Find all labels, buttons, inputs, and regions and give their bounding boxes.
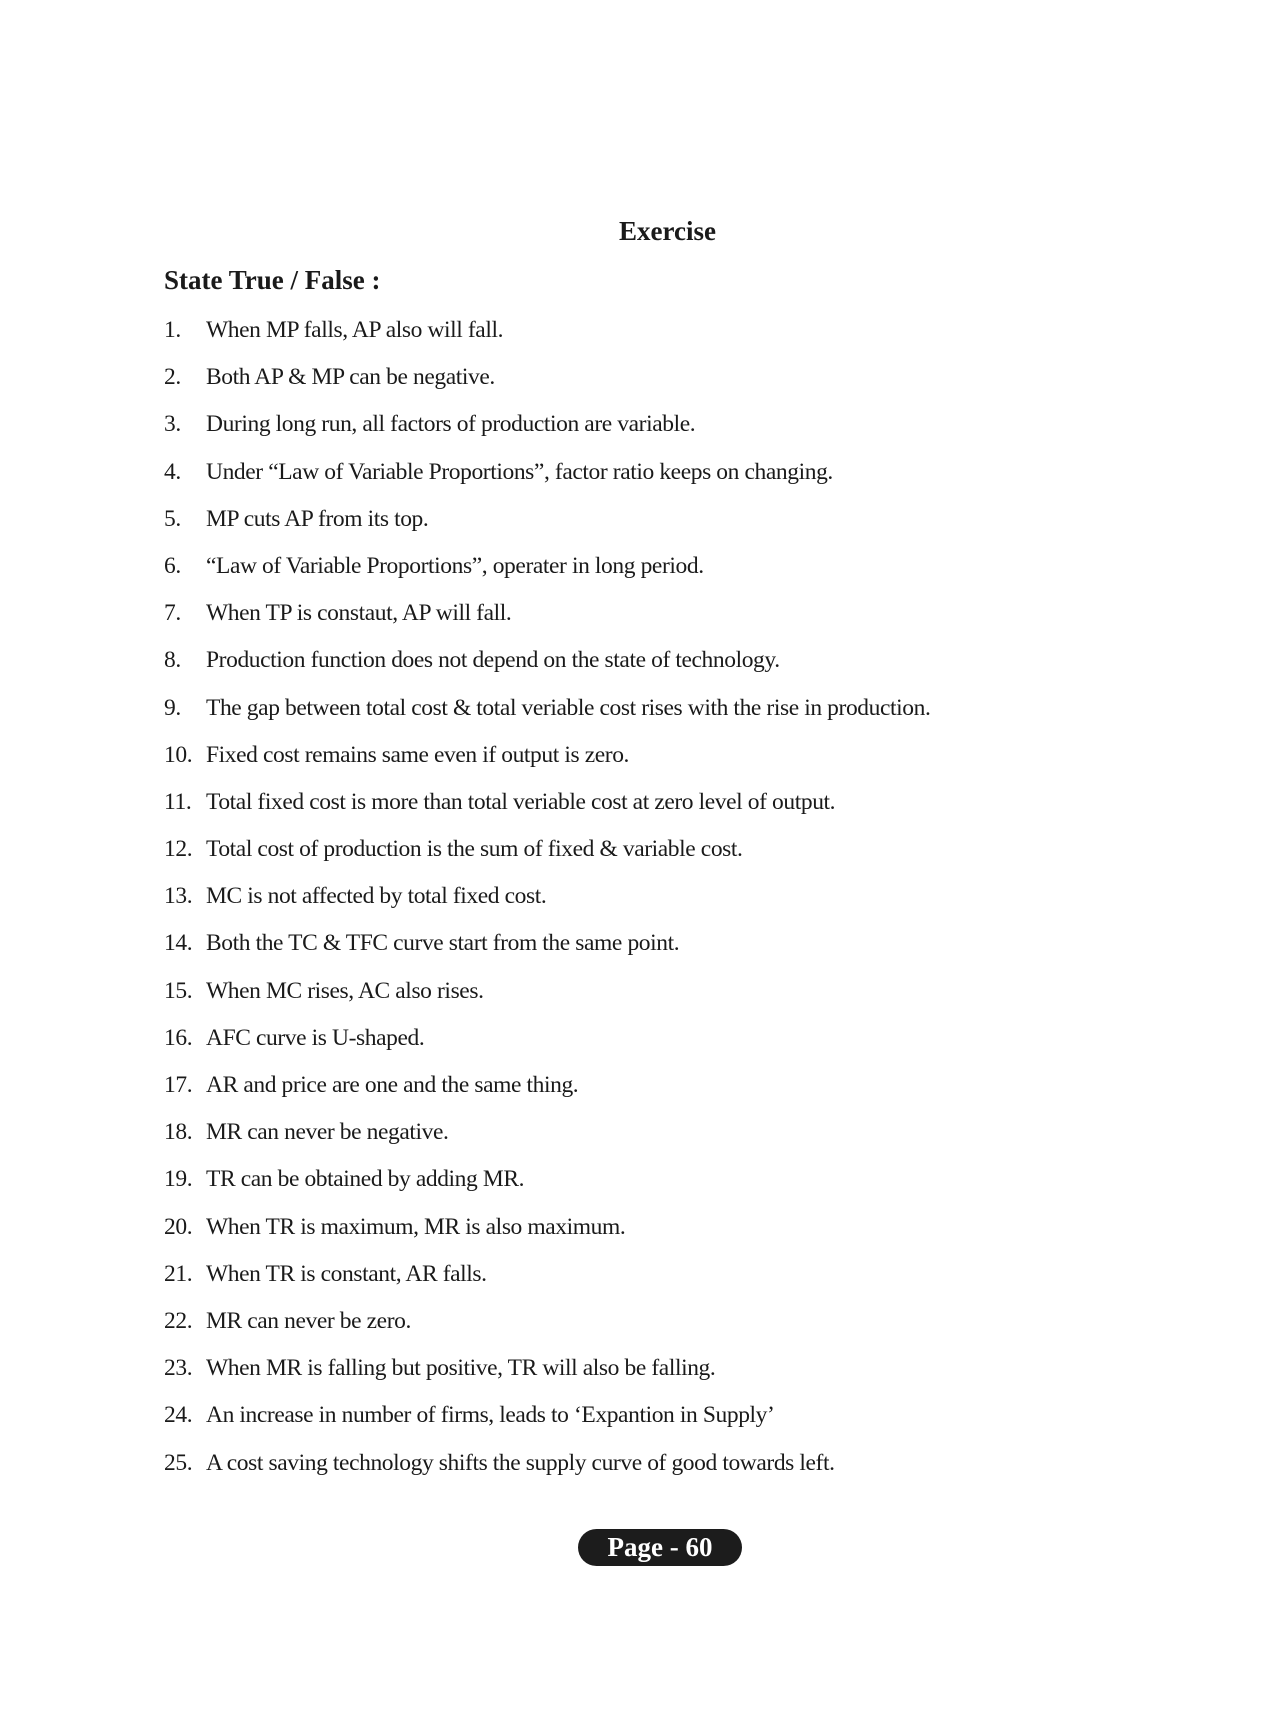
- list-item: [164, 975, 930, 1022]
- question-number: 4.: [164, 458, 181, 485]
- list-item: [164, 550, 930, 597]
- question-number: 10.: [164, 741, 193, 768]
- question-number: 20.: [164, 1213, 193, 1240]
- list-item: [164, 644, 930, 691]
- list-item: [164, 1258, 930, 1305]
- question-number: 11.: [164, 788, 192, 815]
- question-text: MP cuts AP from its top.: [206, 505, 429, 532]
- question-number: 1.: [164, 317, 181, 343]
- question-number: 16.: [164, 1024, 193, 1051]
- question-text: Both the TC & TFC curve start from the same point.: [206, 930, 680, 957]
- question-text: AFC curve is U-shaped.: [206, 1024, 425, 1051]
- list-item: [164, 1022, 930, 1069]
- list-item: [164, 1305, 930, 1352]
- question-text: Total cost of production is the sum of fixed & variable cost.: [206, 836, 743, 863]
- question-text: Production function does not depend on the state of technology.: [206, 647, 780, 674]
- list-item: [164, 408, 930, 455]
- question-text: Under “Law of Variable Proportions”, factor ratio keeps on changing.: [206, 458, 833, 485]
- question-text: When MC rises, AC also rises.: [206, 977, 484, 1004]
- question-number: 13.: [164, 883, 193, 910]
- question-text: A cost saving technology shifts the supply curve of good towards left.: [206, 1449, 835, 1476]
- question-number: 14.: [164, 930, 193, 957]
- page-number-badge: Page - 60: [578, 1529, 742, 1566]
- question-text: During long run, all factors of production are variable.: [206, 411, 696, 438]
- question-number: 21.: [164, 1260, 193, 1287]
- section-heading: State True / False :: [164, 265, 381, 295]
- page-title: Exercise: [619, 216, 716, 246]
- question-number: 7.: [164, 600, 181, 627]
- question-number: 24.: [164, 1402, 193, 1429]
- list-item: [164, 597, 930, 644]
- question-text: Both AP & MP can be negative.: [206, 364, 495, 391]
- question-number: 12.: [164, 836, 193, 863]
- list-item: [164, 503, 930, 550]
- question-number: 22.: [164, 1307, 193, 1334]
- question-number: 15.: [164, 977, 193, 1004]
- question-number: 8.: [164, 647, 181, 674]
- list-item: [164, 1211, 930, 1258]
- question-number: 23.: [164, 1355, 193, 1382]
- question-text: AR and price are one and the same thing.: [206, 1072, 579, 1098]
- question-number: 25.: [164, 1449, 193, 1476]
- question-text: “Law of Variable Proportions”, operater in long period.: [206, 552, 704, 579]
- question-number: 9.: [164, 694, 181, 721]
- list-item: [164, 1352, 930, 1399]
- question-text: When TP is constaut, AP will fall.: [206, 600, 512, 627]
- question-text: When MP falls, AP also will fall.: [206, 317, 504, 343]
- list-item: [164, 880, 930, 927]
- list-item: [164, 739, 930, 786]
- question-list: [164, 314, 930, 1494]
- list-item: [164, 1399, 930, 1446]
- list-item: [164, 927, 930, 974]
- list-item: [164, 1163, 930, 1210]
- question-text: Total fixed cost is more than total veriable cost at zero level of output.: [206, 788, 836, 815]
- question-number: 2.: [164, 364, 181, 391]
- question-text: When MR is falling but positive, TR will also be falling.: [206, 1355, 716, 1382]
- list-item: [164, 786, 930, 833]
- list-item: [164, 456, 930, 503]
- question-number: 17.: [164, 1072, 193, 1098]
- question-text: An increase in number of firms, leads to ‘Expantion in Supply’: [206, 1402, 775, 1429]
- question-number: 19.: [164, 1166, 193, 1193]
- question-text: MR can never be negative.: [206, 1119, 449, 1146]
- question-text: The gap between total cost & total veriable cost rises with the rise in production.: [206, 694, 931, 721]
- question-text: MC is not affected by total fixed cost.: [206, 883, 547, 910]
- list-item: [164, 1116, 930, 1163]
- question-number: 3.: [164, 411, 181, 438]
- list-item: [164, 1447, 930, 1494]
- list-item: [164, 361, 930, 408]
- question-text: When TR is constant, AR falls.: [206, 1260, 487, 1287]
- question-text: MR can never be zero.: [206, 1307, 411, 1334]
- question-number: 18.: [164, 1119, 193, 1146]
- list-item: [164, 314, 930, 361]
- question-number: 5.: [164, 505, 181, 532]
- list-item: [164, 833, 930, 880]
- list-item: [164, 1069, 930, 1116]
- list-item: [164, 692, 930, 739]
- question-text: TR can be obtained by adding MR.: [206, 1166, 525, 1193]
- question-number: 6.: [164, 552, 181, 579]
- question-text: When TR is maximum, MR is also maximum.: [206, 1213, 626, 1240]
- question-text: Fixed cost remains same even if output is zero.: [206, 741, 630, 768]
